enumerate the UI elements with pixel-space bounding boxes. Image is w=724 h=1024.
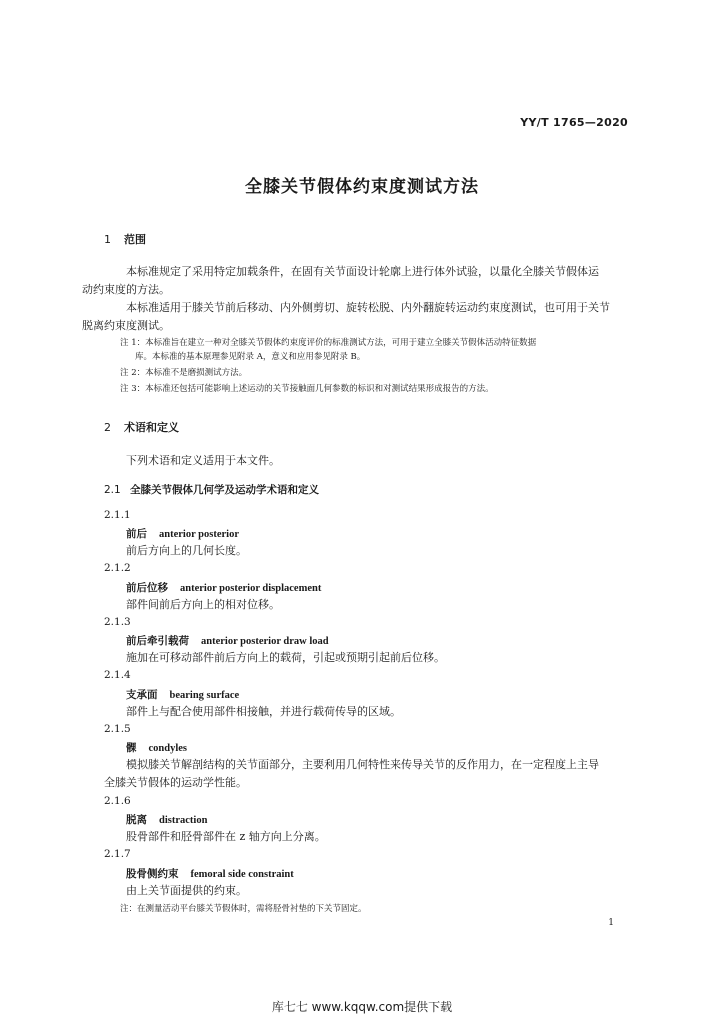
section-title: 术语和定义: [124, 421, 179, 434]
term-note: 注：在测量活动平台膝关节假体时，需将胫骨衬垫的下关节固定。: [120, 904, 367, 914]
term-definition: 股骨部件和胫骨部件在 z 轴方向上分离。: [126, 830, 326, 843]
term-zh: 前后位移: [126, 582, 168, 594]
term-definition: 模拟膝关节解剖结构的关节面部分，主要利用几何特性来传导关节的反作用力，在一定程度上主导: [126, 758, 599, 771]
standard-code: YY/T 1765—2020: [520, 116, 628, 129]
text-line: 注 1：本标准旨在建立一种对全膝关节假体约束度评价的标准测试方法，可用于建立全膝关节假体活动特征数据: [120, 338, 537, 348]
text-line: 本标准规定了采用特定加载条件，在固有关节面设计轮廓上进行体外试验，以量化全膝关节假体运: [126, 265, 599, 278]
term-number: 2.1.5: [104, 723, 131, 735]
term-en: anterior posterior displacement: [180, 583, 322, 594]
text-line: 脱离约束度测试。: [82, 319, 170, 332]
section-number: 2: [104, 421, 111, 434]
subsection-title: 全膝关节假体几何学及运动学术语和定义: [130, 484, 319, 496]
term-title: [126, 633, 329, 648]
term-title: [126, 740, 187, 755]
term-definition: 施加在可移动部件前后方向上的载荷，引起或预期引起前后位移。: [126, 651, 445, 664]
term-definition-cont: 全膝关节假体的运动学性能。: [104, 776, 247, 789]
scope-paragraph-1: [82, 263, 630, 299]
term-zh: 髁: [126, 742, 137, 754]
term-number: 2.1.3: [104, 616, 131, 628]
term-number: 2.1.1: [104, 509, 131, 521]
note-3: 注 3：本标准还包括可能影响上述运动的关节接触面几何参数的标识和对测试结果形成报告的方法。: [120, 384, 494, 394]
note-1-cont: 库。本标准的基本原理参见附录 A，意义和应用参见附录 B。: [135, 352, 366, 362]
subsection-heading: [104, 482, 319, 497]
term-zh: 股骨侧约束: [126, 868, 179, 880]
term-definition: 部件上与配合使用部件相接触，并进行载荷传导的区域。: [126, 705, 401, 718]
term-number: 2.1.4: [104, 669, 131, 681]
term-title: [126, 580, 321, 595]
term-number: 2.1.7: [104, 848, 131, 860]
term-title: [126, 687, 239, 702]
section-2-heading: [104, 419, 179, 435]
term-en: anterior posterior draw load: [201, 636, 329, 647]
text-line: 动约束度的方法。: [82, 283, 170, 296]
note-2: 注 2：本标准不是磨损测试方法。: [120, 368, 248, 378]
terms-intro: 下列术语和定义适用于本文件。: [126, 454, 280, 467]
term-en: anterior posterior: [159, 529, 239, 540]
term-zh: 脱离: [126, 814, 147, 826]
term-zh: 前后牵引载荷: [126, 635, 189, 647]
section-1-heading: [104, 231, 146, 247]
term-title: [126, 526, 239, 541]
subsection-number: 2.1: [104, 484, 121, 496]
section-title: 范围: [124, 233, 146, 246]
page-number: 1: [608, 918, 614, 928]
term-definition: 前后方向上的几何长度。: [126, 544, 247, 557]
term-definition: 部件间前后方向上的相对位移。: [126, 598, 280, 611]
term-title: [126, 812, 207, 827]
term-number: 2.1.6: [104, 795, 131, 807]
text-line: 本标准适用于膝关节前后移动、内外侧剪切、旋转松脱、内外翻旋转运动约束度测试，也可用于关节: [126, 301, 610, 314]
download-footer: 库七七 www.kqqw.com提供下载: [271, 1000, 453, 1014]
term-en: distraction: [159, 815, 208, 826]
note-1: [120, 336, 630, 350]
term-zh: 支承面: [126, 689, 158, 701]
term-en: bearing surface: [169, 690, 240, 701]
term-definition: 由上关节面提供的约束。: [126, 884, 247, 897]
term-en: femoral side constraint: [190, 869, 294, 880]
section-number: 1: [104, 233, 111, 246]
document-title: 全膝关节假体约束度测试方法: [245, 177, 479, 197]
term-title: [126, 866, 294, 881]
term-en: condyles: [148, 743, 188, 754]
term-zh: 前后: [126, 528, 147, 540]
scope-paragraph-2: [82, 299, 630, 335]
term-number: 2.1.2: [104, 562, 131, 574]
